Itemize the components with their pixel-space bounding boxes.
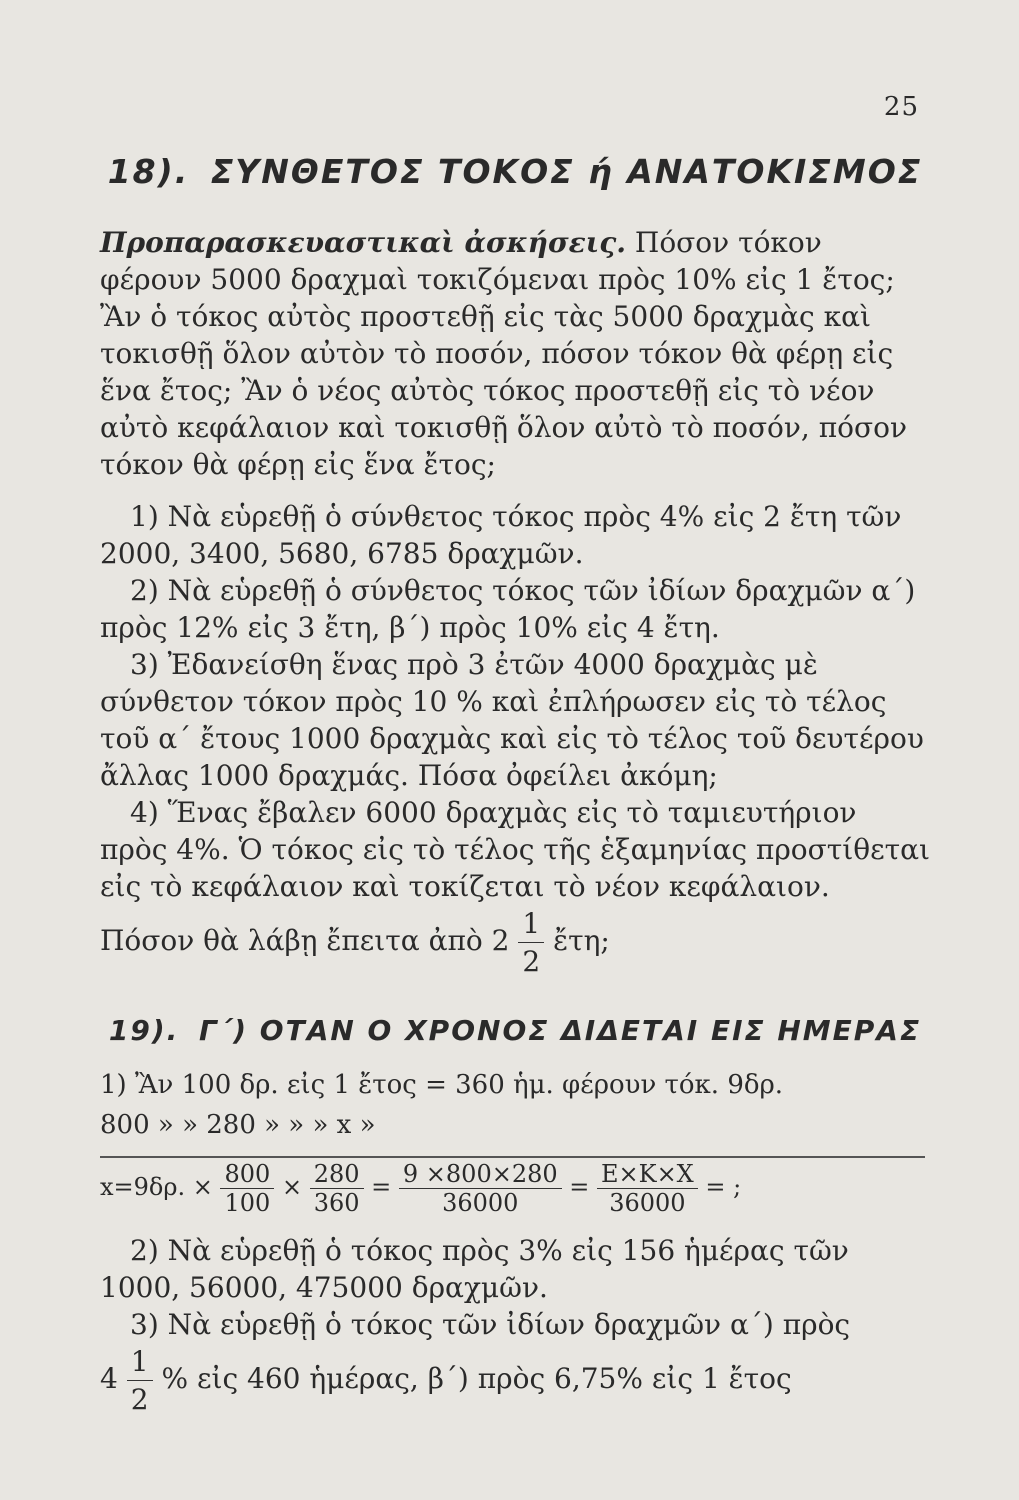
- section-19-heading: [100, 1014, 930, 1047]
- exercise-3: 3) Ἐδανείσθη ἕνας πρὸ 3 ἐτῶν 4000 δραχμὰς μὲ σύνθετον τόκον πρὸς 10 % καὶ ἐπλήρωσεν εἰς τὸ τέλος τοῦ α΄ ἔτους 1000 δραχμὰς καὶ εἰς τὸ τέλος τοῦ δευτέρου ἄλλας 1000 δραχμάς. Πόσα ὀφείλει ἀκόμη;: [100, 648, 924, 792]
- exercise-2: 2) Νὰ εὑρεθῇ ὁ σύνθετος τόκος τῶν ἰδίων δραχμῶν α΄) πρὸς 12% εἰς 3 ἔτη, β΄) πρὸς 10% εἰς 4 ἔτη.: [100, 574, 916, 644]
- frac-1-num: 800: [220, 1160, 274, 1189]
- fraction-numerator: 1: [518, 905, 544, 943]
- interest-formula: [100, 1160, 930, 1217]
- equals-sign-3: = ;: [705, 1173, 742, 1201]
- fraction-half: [518, 905, 544, 980]
- equals-sign-1: =: [371, 1173, 392, 1201]
- section-18-intro: [100, 224, 930, 483]
- section-19-title: Γ΄) ΟΤΑΝ Ο ΧΡΟΝΟΣ ΔΙΔΕΤΑΙ ΕΙΣ ΗΜΕΡΑΣ: [199, 1014, 922, 1047]
- exercise-19-2: 2) Νὰ εὑρεθῇ ὁ τόκος πρὸς 3% εἰς 156 ἡμέρας τῶν 1000, 56000, 475000 δραχμῶν.: [100, 1234, 849, 1304]
- times-sign: ×: [281, 1173, 303, 1201]
- prep-label: Προπαρασκευαστικαὶ ἀσκήσεις.: [100, 226, 626, 259]
- formula-frac-3: [399, 1160, 562, 1217]
- intro-paragraph: [100, 224, 930, 483]
- section-19-number: 19).: [108, 1014, 180, 1047]
- exercise-19-3-suffix: % εἰς 460 ἡμέρας, β΄) πρὸς 6,75% εἰς 1 ἔτος: [161, 1362, 792, 1395]
- formula-lhs: x=9δρ. ×: [100, 1173, 213, 1201]
- section-19-exercises: [100, 1232, 930, 1418]
- equals-sign-2: =: [569, 1173, 590, 1201]
- mixed-frac-num: 1: [127, 1343, 153, 1381]
- rule-of-three: [100, 1070, 930, 1150]
- question-suffix: ἔτη;: [553, 924, 610, 957]
- fraction-denominator: 2: [522, 945, 541, 978]
- rule-row-2: 800 » » 280 » » » x »: [100, 1110, 376, 1140]
- exercise-19-3: 3) Νὰ εὑρεθῇ ὁ τόκος τῶν ἰδίων δραχμῶν α΄) πρὸς: [130, 1308, 851, 1341]
- section-18-number: 18).: [107, 152, 190, 191]
- exercise-19-3-cont: [100, 1343, 930, 1418]
- frac-3-den: 36000: [442, 1189, 519, 1217]
- section-18-exercises: [100, 498, 930, 980]
- section-18-title: ΣΥΝΘΕΤΟΣ ΤΟΚΟΣ ή ΑΝΑΤΟΚΙΣΜΟΣ: [210, 152, 923, 191]
- exercise-4: 4) Ἕνας ἔβαλεν 6000 δραχμὰς εἰς τὸ ταμιευτήριον πρὸς 4%. Ὁ τόκος εἰς τὸ τέλος τῆς ἑξαμηνίας προστίθεται εἰς τὸ κεφάλαιον καὶ τοκίζεται τὸ νέον κεφάλαιον.: [100, 796, 930, 903]
- section-18-heading: [100, 152, 930, 191]
- mixed-number-fraction: [127, 1343, 153, 1418]
- frac-1-den: 100: [224, 1189, 271, 1217]
- mixed-frac-den: 2: [130, 1383, 149, 1416]
- frac-2-den: 360: [313, 1189, 360, 1217]
- rule-row-1: 1) Ἂν 100 δρ. εἰς 1 ἔτος = 360 ἡμ. φέρουν τόκ. 9δρ.: [100, 1070, 784, 1100]
- frac-3-num: 9 ×800×280: [399, 1160, 562, 1189]
- exercise-1: 1) Νὰ εὑρεθῇ ὁ σύνθετος τόκος πρὸς 4% εἰς 2 ἔτη τῶν 2000, 3400, 5680, 6785 δραχμῶν.: [100, 500, 902, 570]
- intro-text: Πόσον τόκον φέρουν 5000 δραχμαὶ τοκιζόμεναι πρὸς 10% εἰς 1 ἔτος; Ἂν ὁ τόκος αὐτὸς προστεθῇ εἰς τὰς 5000 δραχμὰς καὶ τοκισθῇ ὅλον αὐτὸν τὸ ποσόν, πόσον τόκον θὰ φέρῃ εἰς ἕνα ἔτος; Ἂν ὁ νέος αὐτὸς τόκος προστεθῇ εἰς τὸ νέον αὐτὸ κεφάλαιον καὶ τοκισθῇ ὅλον αὐτὸ τὸ ποσόν, πόσον τόκον θὰ φέρῃ εἰς ἕνα ἔτος;: [100, 226, 907, 481]
- frac-4-num: Ε×Κ×Χ: [597, 1160, 698, 1189]
- frac-2-num: 280: [310, 1160, 364, 1189]
- exercise-4-question: [100, 905, 930, 980]
- formula-frac-2: [310, 1160, 364, 1217]
- formula-frac-4: [597, 1160, 698, 1217]
- page-number: 25: [883, 92, 919, 122]
- question-prefix: Πόσον θὰ λάβῃ ἔπειτα ἀπὸ 2: [100, 924, 510, 957]
- separator-line: [100, 1156, 925, 1158]
- formula-frac-1: [220, 1160, 274, 1217]
- frac-4-den: 36000: [609, 1189, 686, 1217]
- mixed-number-whole: 4: [100, 1362, 118, 1395]
